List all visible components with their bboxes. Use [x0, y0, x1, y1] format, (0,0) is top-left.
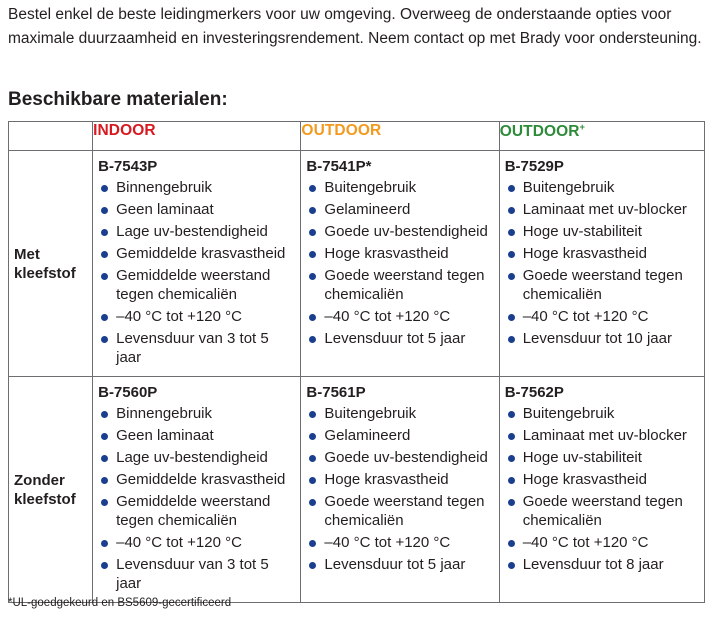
product-cell [301, 377, 499, 603]
bullet-icon [101, 229, 108, 236]
list-item [306, 470, 494, 489]
feature-list [505, 404, 700, 574]
intro-paragraph: Bestel enkel de beste leidingmerkers voor uw omgeving. Overweeg de onderstaande opties voor maximale duurzaamheid en investeringsrendement. Neem contact op met Brady voor ondersteuning. [8, 6, 702, 47]
feature-list [98, 404, 296, 593]
feature-text: Gemiddelde weerstand tegen chemicaliën [116, 493, 271, 529]
bullet-icon [101, 251, 108, 258]
bullet-icon [508, 207, 515, 214]
bullet-icon [101, 540, 108, 547]
list-item [306, 266, 494, 304]
list-item [505, 244, 700, 263]
feature-text: Laminaat met uv-blocker [522, 201, 687, 218]
row-label-line: kleefstof [14, 264, 76, 282]
list-item [98, 222, 296, 241]
header-empty-cell [9, 122, 93, 151]
list-item [505, 426, 700, 445]
bullet-icon [309, 185, 316, 192]
list-item [306, 244, 494, 263]
feature-text: –40 °C tot +120 °C [324, 534, 451, 551]
feature-text: Hoge krasvastheid [522, 245, 647, 262]
feature-text: Levensduur tot 10 jaar [522, 330, 672, 347]
list-item [505, 555, 700, 574]
feature-text: Geen laminaat [116, 201, 214, 218]
list-item [98, 555, 296, 593]
product-code: B-7541P* [306, 158, 372, 175]
feature-text: Hoge krasvastheid [324, 471, 449, 488]
table-row [9, 151, 705, 377]
product-code: B-7529P [504, 158, 564, 175]
column-header-indoor [93, 122, 301, 151]
bullet-icon [309, 273, 316, 280]
column-header-outdoor [301, 122, 499, 151]
product-cell [301, 151, 499, 377]
bullet-icon [508, 185, 515, 192]
materials-table [8, 121, 705, 603]
product-code: B-7543P [98, 158, 158, 175]
bullet-icon [508, 433, 515, 440]
table-header-row [9, 122, 705, 151]
bullet-icon [508, 336, 515, 343]
list-item [306, 448, 494, 467]
list-item [98, 470, 296, 489]
bullet-icon [101, 499, 108, 506]
bullet-icon [101, 314, 108, 321]
bullet-icon [508, 273, 515, 280]
list-item [98, 492, 296, 530]
bullet-icon [508, 411, 515, 418]
list-item [306, 404, 494, 423]
feature-text: Binnengebruik [116, 179, 213, 196]
list-item [306, 533, 494, 552]
list-item [98, 448, 296, 467]
feature-text: Goede uv-bestendigheid [324, 449, 488, 466]
feature-list [306, 404, 494, 574]
feature-text: Gemiddelde weerstand tegen chemicaliën [116, 267, 271, 303]
list-item [505, 492, 700, 530]
feature-text: Buitengebruik [522, 179, 615, 196]
section-heading: Beschikbare materialen: [8, 89, 228, 110]
list-item [98, 200, 296, 219]
list-item [306, 222, 494, 241]
bullet-icon [309, 477, 316, 484]
feature-text: –40 °C tot +120 °C [324, 308, 451, 325]
feature-text: Geen laminaat [116, 427, 214, 444]
bullet-icon [309, 336, 316, 343]
list-item [98, 404, 296, 423]
bullet-icon [508, 499, 515, 506]
list-item [306, 492, 494, 530]
bullet-icon [508, 540, 515, 547]
feature-text: –40 °C tot +120 °C [116, 308, 242, 325]
feature-text: Lage uv-bestendigheid [116, 449, 268, 466]
bullet-icon [309, 314, 316, 321]
feature-text: Goede weerstand tegen chemicaliën [522, 493, 683, 529]
bullet-icon [309, 433, 316, 440]
list-item [306, 426, 494, 445]
feature-text: Goede uv-bestendigheid [324, 223, 488, 240]
list-item [505, 222, 700, 241]
feature-text: Laminaat met uv-blocker [522, 427, 687, 444]
bullet-icon [309, 411, 316, 418]
feature-text: Buitengebruik [324, 405, 417, 422]
product-code: B-7561P [306, 384, 366, 401]
feature-text: Buitengebruik [324, 179, 417, 196]
row-label-zonder-kleefstof [9, 377, 93, 603]
feature-text: Goede weerstand tegen chemicaliën [324, 493, 485, 529]
list-item [505, 533, 700, 552]
bullet-icon [101, 477, 108, 484]
list-item [306, 178, 494, 197]
list-item [505, 470, 700, 489]
bullet-icon [101, 207, 108, 214]
product-cell [93, 377, 301, 603]
feature-text: Gelamineerd [324, 427, 411, 444]
bullet-icon [309, 540, 316, 547]
product-cell [93, 151, 301, 377]
product-cell [499, 377, 704, 603]
bullet-icon [101, 433, 108, 440]
feature-text: Goede weerstand tegen chemicaliën [522, 267, 683, 303]
bullet-icon [101, 411, 108, 418]
bullet-icon [508, 229, 515, 236]
list-item [505, 307, 700, 326]
feature-text: Levensduur van 3 tot 5 jaar [116, 556, 269, 592]
bullet-icon [101, 185, 108, 192]
list-item [98, 426, 296, 445]
bullet-icon [309, 499, 316, 506]
bullet-icon [508, 562, 515, 569]
bullet-icon [508, 314, 515, 321]
list-item [98, 533, 296, 552]
bullet-icon [508, 477, 515, 484]
list-item [505, 266, 700, 304]
bullet-icon [309, 207, 316, 214]
bullet-icon [508, 251, 515, 258]
column-header-outdoor-plus [499, 122, 704, 151]
bullet-icon [309, 229, 316, 236]
bullet-icon [309, 562, 316, 569]
feature-text: Binnengebruik [116, 405, 213, 422]
row-label-line: kleefstof [14, 490, 76, 508]
product-code: B-7560P [98, 384, 158, 401]
list-item [98, 244, 296, 263]
feature-text: –40 °C tot +120 °C [522, 534, 649, 551]
column-header-label: OUTDOOR [301, 122, 382, 139]
list-item [306, 555, 494, 574]
feature-text: Hoge uv-stabiliteit [522, 449, 642, 466]
row-label-met-kleefstof [9, 151, 93, 377]
feature-list [98, 178, 296, 367]
column-header-label: INDOOR [93, 122, 156, 139]
feature-text: Gelamineerd [324, 201, 411, 218]
list-item [98, 329, 296, 367]
feature-text: Levensduur tot 5 jaar [324, 330, 466, 347]
feature-text: Hoge krasvastheid [522, 471, 647, 488]
feature-list [505, 178, 700, 348]
list-item [98, 307, 296, 326]
list-item [306, 329, 494, 348]
bullet-icon [101, 455, 108, 462]
feature-text: –40 °C tot +120 °C [116, 534, 242, 551]
feature-text: Levensduur tot 5 jaar [324, 556, 466, 573]
product-cell [499, 151, 704, 377]
row-label-line: Zonder [14, 471, 65, 489]
bullet-icon [101, 336, 108, 343]
feature-text: –40 °C tot +120 °C [522, 308, 649, 325]
feature-text: Hoge uv-stabiliteit [522, 223, 642, 240]
row-label-line: Met [14, 245, 40, 263]
list-item [505, 178, 700, 197]
list-item [98, 178, 296, 197]
feature-text: Levensduur van 3 tot 5 jaar [116, 330, 269, 366]
bullet-icon [101, 273, 108, 280]
footnote: *UL-goedgekeurd en BS5609-gecertificeerd [8, 597, 232, 609]
feature-text: Hoge krasvastheid [324, 245, 449, 262]
bullet-icon [508, 455, 515, 462]
list-item [505, 200, 700, 219]
table-row [9, 377, 705, 603]
bullet-icon [309, 251, 316, 258]
feature-text: Goede weerstand tegen chemicaliën [324, 267, 485, 303]
list-item [505, 448, 700, 467]
product-code: B-7562P [504, 384, 564, 401]
feature-list [306, 178, 494, 348]
bullet-icon [101, 562, 108, 569]
feature-text: Levensduur tot 8 jaar [522, 556, 664, 573]
feature-text: Lage uv-bestendigheid [116, 223, 268, 240]
feature-text: Gemiddelde krasvastheid [116, 471, 286, 488]
list-item [306, 307, 494, 326]
feature-text: Buitengebruik [522, 405, 615, 422]
bullet-icon [309, 455, 316, 462]
list-item [505, 404, 700, 423]
feature-text: Gemiddelde krasvastheid [116, 245, 286, 262]
list-item [306, 200, 494, 219]
column-header-label: OUTDOOR [499, 123, 580, 141]
list-item [98, 266, 296, 304]
list-item [505, 329, 700, 348]
column-header-superscript: + [579, 122, 585, 132]
